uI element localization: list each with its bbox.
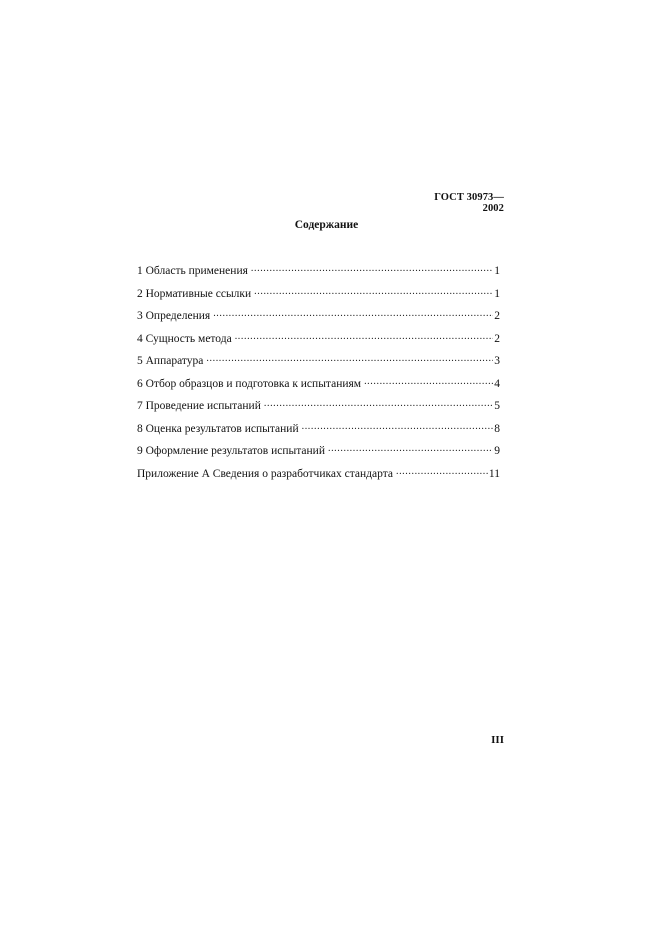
- toc-entry-label: 4 Сущность метода: [137, 332, 232, 345]
- toc-entry-page: 2: [494, 332, 500, 345]
- toc-title-text: Содержание: [294, 219, 359, 231]
- toc-entry-page: 3: [494, 355, 500, 367]
- toc-entry-label: 9 Оформление результатов испытаний: [137, 445, 325, 457]
- toc-entry-label: 8 Оценка результатов испытаний: [137, 422, 299, 435]
- toc-entry[interactable]: [137, 285, 500, 308]
- toc-entry[interactable]: [137, 330, 500, 353]
- table-of-contents: [137, 262, 500, 487]
- toc-entry[interactable]: [137, 262, 500, 285]
- toc-entry-label: Приложение А Сведения о разработчиках стандарта: [137, 467, 393, 480]
- toc-leader-dots: [235, 330, 494, 342]
- toc-entry[interactable]: [137, 375, 500, 398]
- toc-entry-label: 2 Нормативные ссылки: [137, 287, 252, 300]
- toc-leader-dots: [254, 285, 493, 297]
- toc-entry-label: 5 Аппаратура: [137, 355, 204, 367]
- toc-leader-dots: [206, 352, 493, 364]
- toc-entry[interactable]: [137, 352, 500, 375]
- toc-leader-dots: [264, 397, 493, 409]
- toc-entry-label: 6 Отбор образцов и подготовка к испытаниям: [137, 377, 362, 390]
- toc-entry[interactable]: [137, 307, 500, 330]
- toc-leader-dots: [213, 307, 493, 319]
- toc-entry-page: 4: [494, 377, 500, 390]
- toc-leader-dots: [251, 262, 493, 274]
- toc-leader-dots: [302, 420, 494, 432]
- toc-entry-label: 1 Область применения: [137, 265, 248, 277]
- toc-entry-label: 7 Проведение испытаний: [137, 400, 261, 412]
- toc-entry[interactable]: [137, 420, 500, 443]
- document-code: ГОСТ 30973—2002: [434, 192, 504, 214]
- toc-leader-dots: [396, 465, 488, 477]
- toc-entry-label: 3 Определения: [137, 310, 211, 322]
- toc-title: [0, 219, 661, 231]
- toc-entry[interactable]: [137, 397, 500, 420]
- toc-entry-page: 1: [494, 287, 500, 300]
- toc-entry-page: 1: [494, 265, 500, 277]
- toc-leader-dots: [328, 442, 493, 454]
- toc-entry[interactable]: [137, 465, 500, 488]
- toc-entry[interactable]: [137, 442, 500, 465]
- toc-entry-page: 11: [488, 467, 500, 480]
- toc-entry-page: 5: [494, 400, 500, 412]
- toc-entry-page: 8: [494, 422, 500, 435]
- toc-entry-page: 2: [494, 310, 500, 322]
- toc-entry-page: 9: [494, 445, 500, 457]
- page-number: III: [491, 734, 504, 746]
- toc-leader-dots: [364, 375, 493, 387]
